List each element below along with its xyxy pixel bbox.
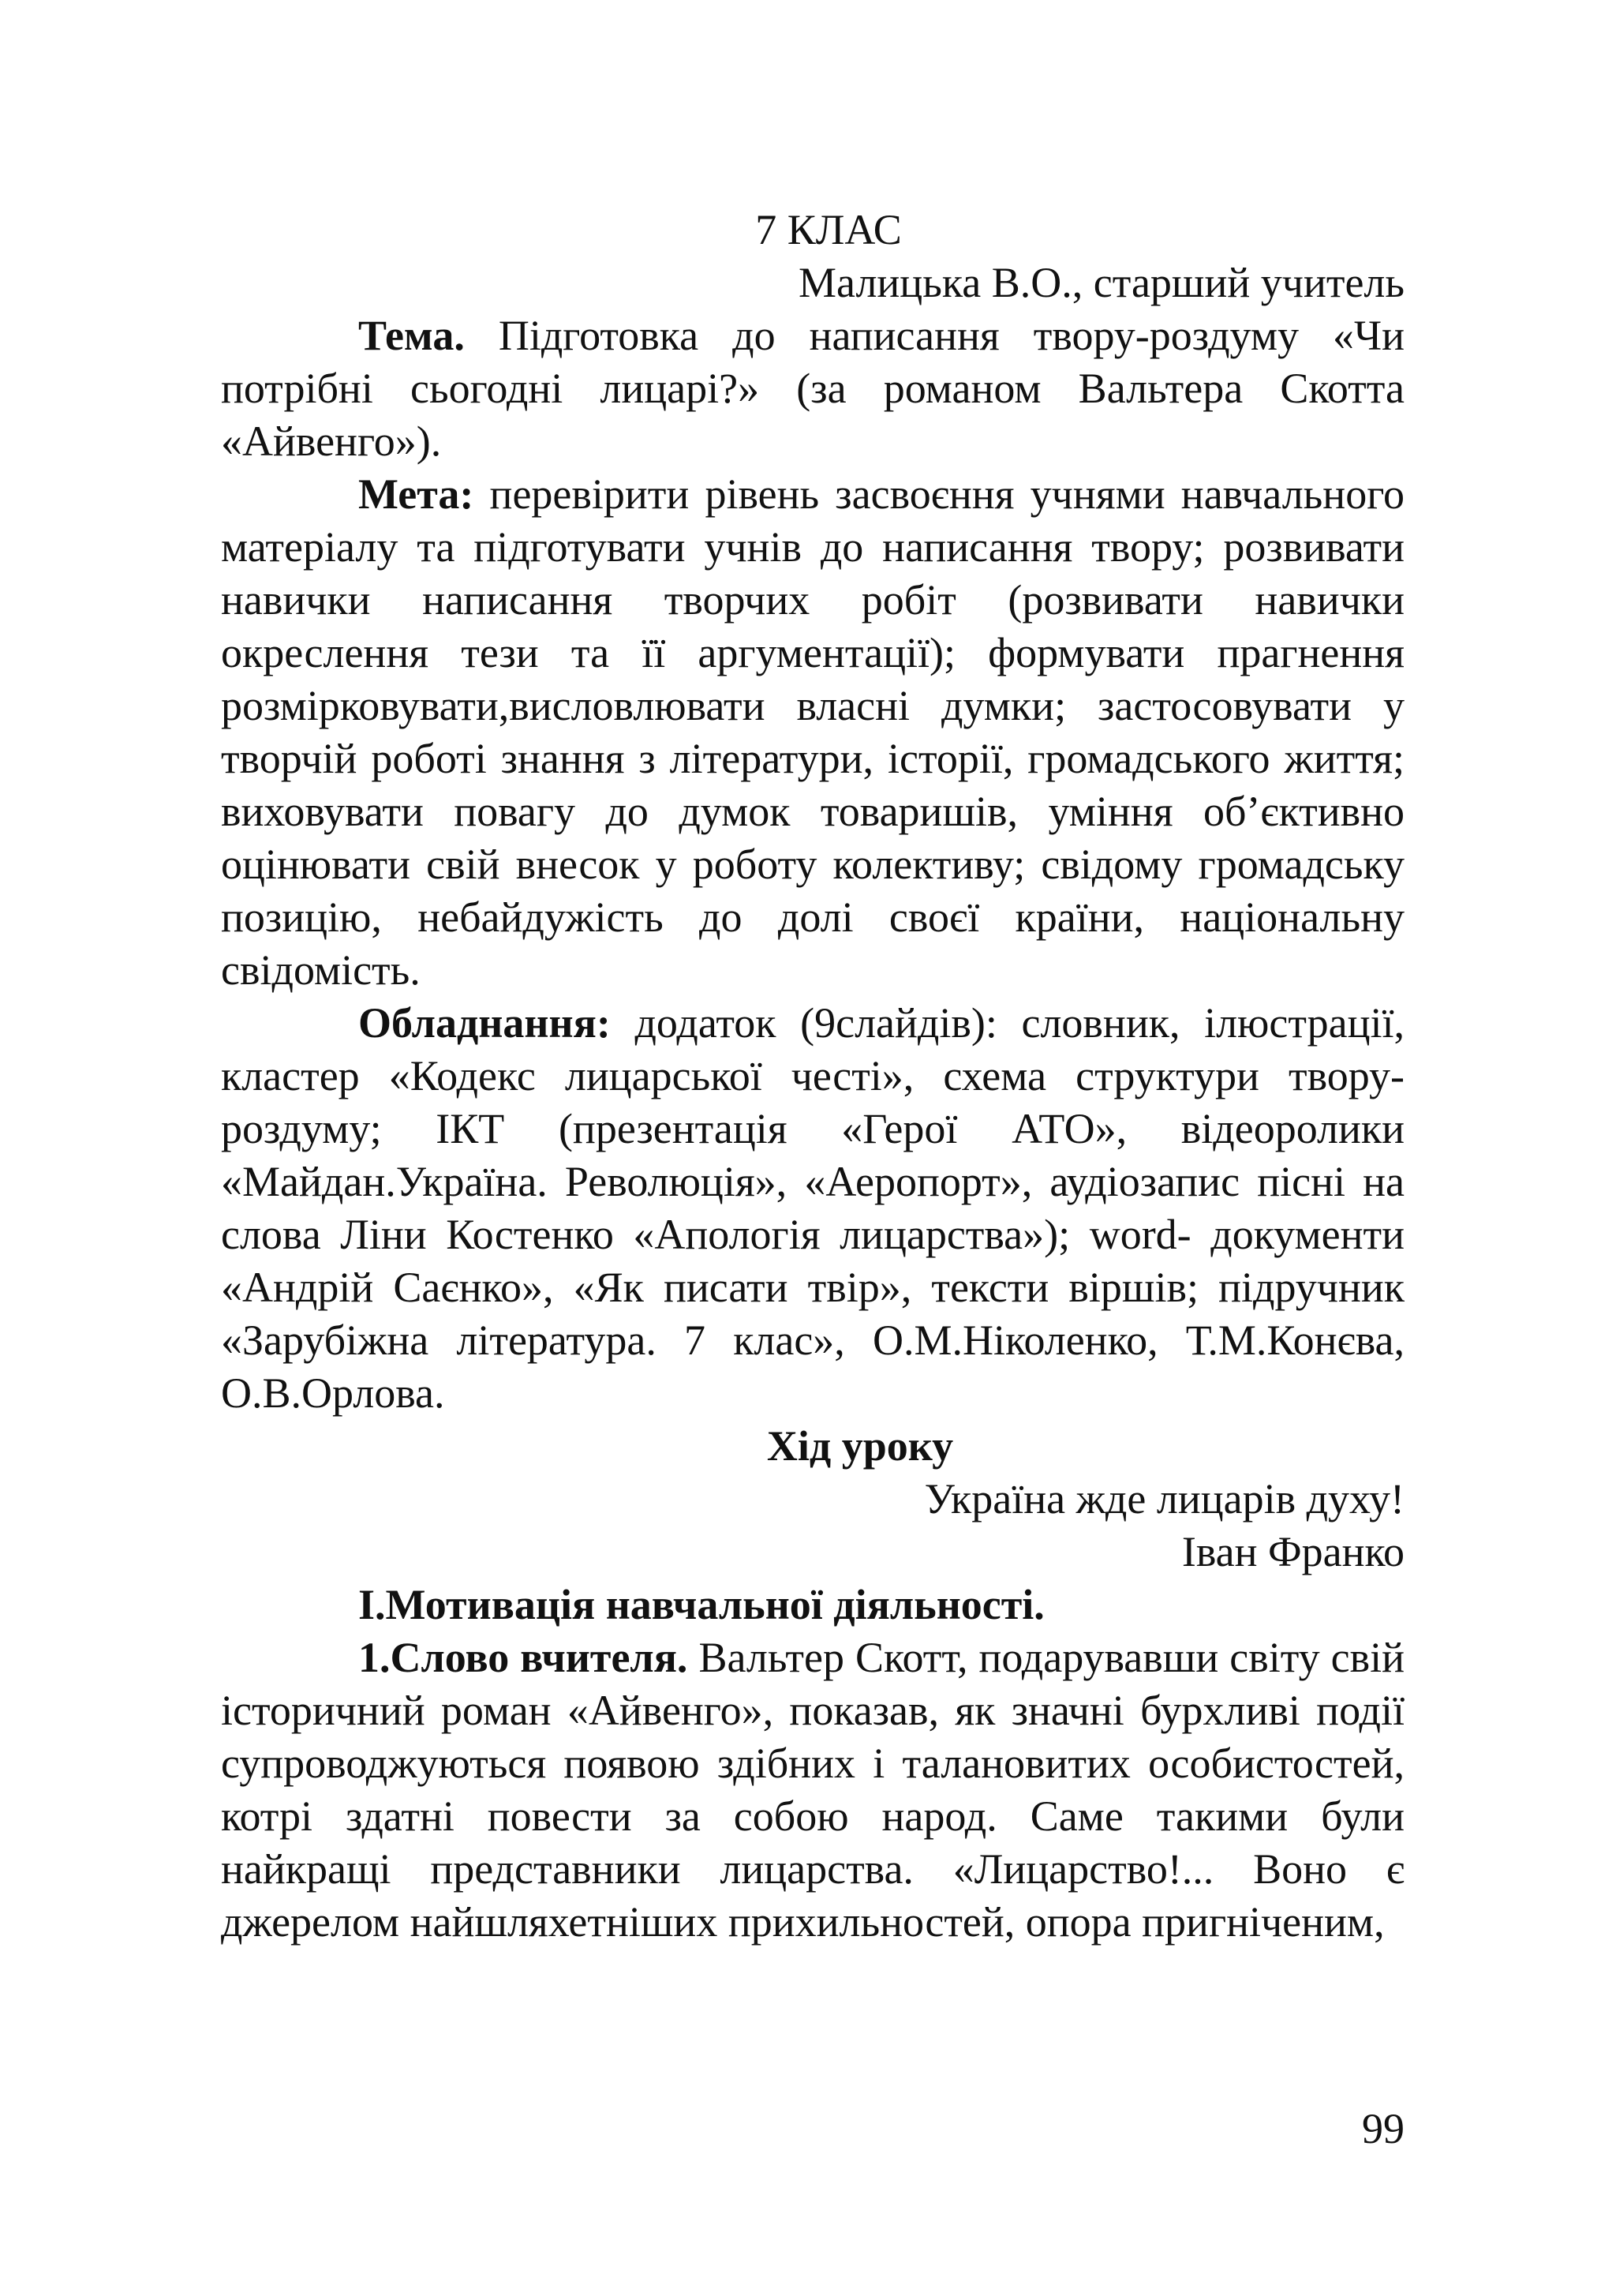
teacher-word-paragraph bbox=[221, 1631, 1405, 1949]
teacher-word-label: 1.Слово вчителя. bbox=[358, 1634, 688, 1681]
epigraph-text: Україна жде лицарів духу! bbox=[924, 1475, 1405, 1523]
topic-text: Підготовка до написання твору-роздуму «Чи потрібні сьогодні лицарі?» (за романом Вальтера Скотта «Айвенго»). bbox=[221, 312, 1405, 465]
goal-text: перевірити рівень засвоєння учнями навчального матеріалу та підготувати учнів до написання твору; розвивати навички написання творчих робіт (розвивати навички окреслення тези та її аргументації); формувати прагнення розмірковувати,висловлювати власні думки; застосовувати у творчій роботі знання з літератури, історії, громадського життя; виховувати повагу до думок товаришів, уміння об’єктивно оцінювати свій внесок у роботу колективу; свідому громадську позицію, небайдужість до долі своєї країни, національну свідомість. bbox=[221, 470, 1405, 994]
lesson-title: Хід уроку bbox=[766, 1422, 954, 1470]
page-number: 99 bbox=[1362, 2105, 1405, 2152]
grade-heading: 7 КЛАС bbox=[755, 206, 902, 253]
topic-label: Тема. bbox=[358, 312, 465, 359]
goal-label: Мета: bbox=[358, 470, 474, 518]
goal-paragraph bbox=[221, 468, 1405, 997]
equipment-text: додаток (9слайдів): словник, ілюстрації, кластер «Кодекс лицарської честі», схема структури твору-роздуму; ІКТ (презентація «Герої АТО», відеоролики «Майдан.Україна. Революція», «Аеропорт», аудіозапис пісні на слова Ліни Костенко «Апологія лицарства»); word- документи «Андрій Саєнко», «Як писати твір», тексти віршів; підручник «Зарубіжна література. 7 клас», О.М.Ніколенко, Т.М.Конєва, О.В.Орлова. bbox=[221, 999, 1405, 1417]
topic-paragraph bbox=[221, 309, 1405, 468]
epigraph-author: Іван Франко bbox=[1181, 1528, 1405, 1575]
equipment-paragraph bbox=[221, 997, 1405, 1420]
equipment-label: Обладнання: bbox=[358, 999, 611, 1047]
teacher-word-text: Вальтер Скотт, подарувавши світу свій історичний роман «Айвенго», показав, як значні бурхливі події супроводжуються появою здібних і талановитих особистостей, котрі здатні повести за собою народ. Саме такими були найкращі представники лицарства. «Лицарство!... Воно є джерелом найшляхетніших прихильностей, опора пригніченим, bbox=[221, 1634, 1405, 1946]
section-heading-motivation: І.Мотивація навчальної діяльності. bbox=[358, 1581, 1045, 1628]
document-page bbox=[221, 204, 1405, 1949]
author-line: Малицька В.О., старший учитель bbox=[799, 259, 1405, 306]
